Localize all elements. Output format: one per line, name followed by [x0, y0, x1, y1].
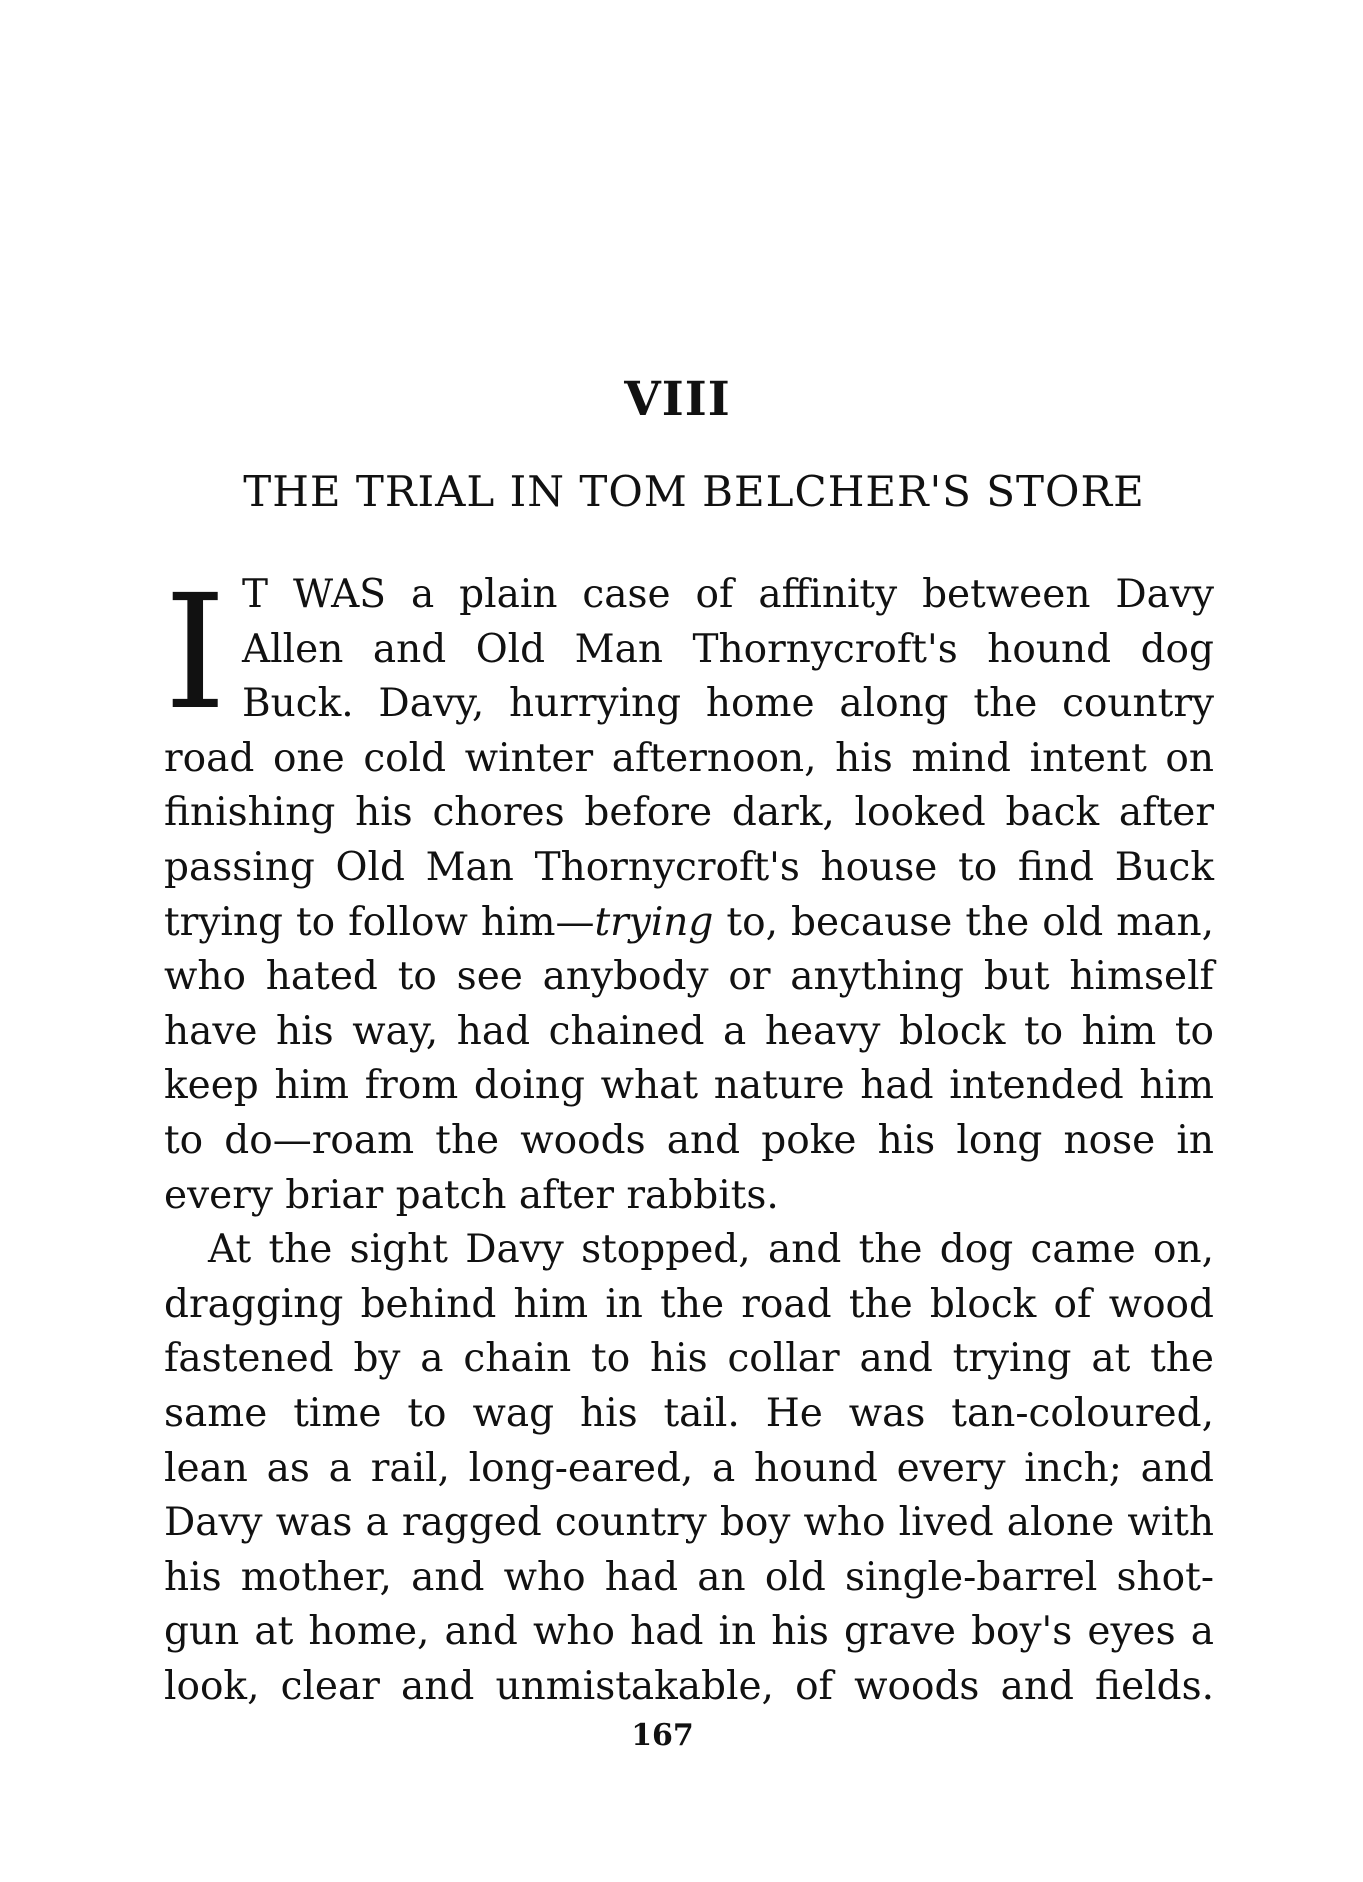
- text-line: dragging behind him in the road the block of wood: [164, 1281, 1214, 1327]
- paragraph: [164, 1223, 1214, 1714]
- text-line: fastened by a chain to his collar and trying at the: [164, 1336, 1214, 1382]
- drop-cap: I: [164, 561, 227, 745]
- page-number: 167: [631, 1718, 694, 1753]
- chapter-title: THE TRIAL IN TOM BELCHER'S STORE: [243, 467, 1145, 516]
- text-line: have his way, had chained a heavy block to him to: [164, 1008, 1214, 1054]
- text-line: keep him from doing what nature had intended him: [164, 1063, 1214, 1109]
- text-line: to do—roam the woods and poke his long nose in: [164, 1117, 1214, 1163]
- chapter-number: VIII: [624, 372, 731, 427]
- text-segment: to, because the old man,: [713, 899, 1214, 945]
- text-line: At the sight Davy stopped, and the dog came on,: [208, 1227, 1214, 1273]
- text-line: passing Old Man Thornycroft's house to find Buck: [164, 844, 1214, 890]
- text-line-with-italic: [164, 896, 1214, 951]
- italic-word: trying: [594, 899, 714, 945]
- text-line: Buck. Davy, hurrying home along the country: [242, 681, 1214, 727]
- text-line: who hated to see anybody or anything but himself: [164, 954, 1214, 1000]
- text-line: same time to wag his tail. He was tan-coloured,: [164, 1390, 1214, 1436]
- text-line: Allen and Old Man Thornycroft's hound dog: [242, 626, 1214, 672]
- text-line: Davy was a ragged country boy who lived alone with: [164, 1500, 1214, 1546]
- paragraph: [164, 561, 1214, 1223]
- text-line: every briar patch after rabbits.: [164, 1172, 779, 1218]
- text-line: look, clear and unmistakable, of woods and fields.: [164, 1663, 1214, 1709]
- text-line: finishing his chores before dark, looked back after: [164, 790, 1214, 836]
- text-line: T WAS a plain case of affinity between Davy: [242, 572, 1214, 617]
- body-text: [164, 561, 1214, 1714]
- text-segment: trying to follow him—: [164, 899, 595, 945]
- text-line: his mother, and who had an old single-barrel shot-: [164, 1554, 1214, 1600]
- text-line: road one cold winter afternoon, his mind intent on: [164, 735, 1214, 781]
- text-line: gun at home, and who had in his grave boy's eyes a: [164, 1609, 1214, 1655]
- text-line: lean as a rail, long-eared, a hound every inch; and: [164, 1445, 1214, 1491]
